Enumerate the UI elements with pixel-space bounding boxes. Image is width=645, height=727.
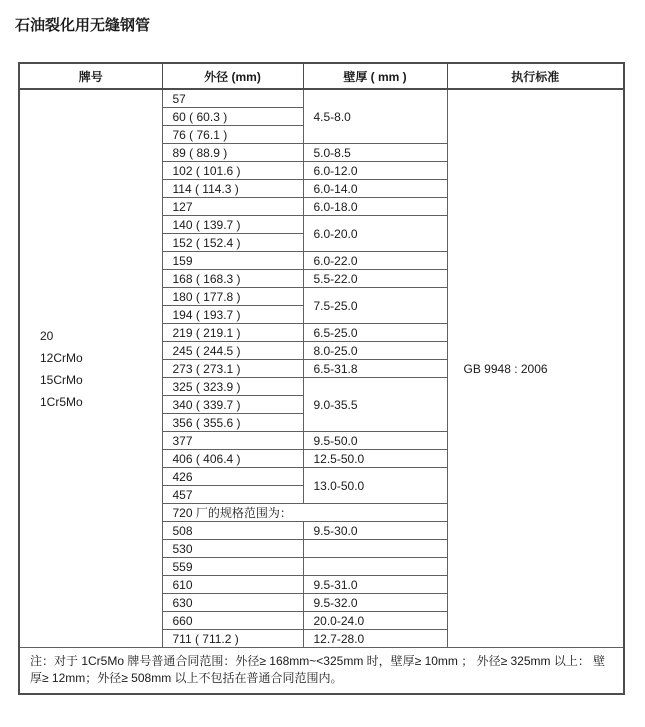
outer-diameter-cell: 89 ( 88.9 ): [162, 144, 303, 162]
outer-diameter-cell: 194 ( 193.7 ): [162, 306, 303, 324]
wall-thickness-cell: 9.5-32.0: [303, 594, 447, 612]
table-row: [19, 89, 624, 108]
outer-diameter-cell: 102 ( 101.6 ): [162, 162, 303, 180]
spec-table: [18, 62, 625, 695]
outer-diameter-cell: 273 ( 273.1 ): [162, 360, 303, 378]
outer-diameter-cell: 325 ( 323.9 ): [162, 378, 303, 396]
outer-diameter-cell: 57: [162, 89, 303, 108]
wall-thickness-cell: 6.5-25.0: [303, 324, 447, 342]
wall-thickness-cell: 6.0-12.0: [303, 162, 447, 180]
grade-line: 1Cr5Mo: [40, 394, 83, 409]
wall-thickness-cell: [303, 540, 447, 558]
outer-diameter-cell: 76 ( 76.1 ): [162, 126, 303, 144]
table-header: [19, 63, 624, 89]
wall-thickness-cell: 6.0-20.0: [303, 216, 447, 252]
wall-thickness-cell: [303, 558, 447, 576]
outer-diameter-cell: 530: [162, 540, 303, 558]
outer-diameter-cell: 711 ( 711.2 ): [162, 630, 303, 648]
grade-line: 15CrMo: [40, 372, 83, 387]
page-title: 石油裂化用无缝钢管: [15, 17, 151, 34]
outer-diameter-cell: 180 ( 177.8 ): [162, 288, 303, 306]
wall-thickness-cell: 6.0-22.0: [303, 252, 447, 270]
wall-thickness-cell: 8.0-25.0: [303, 342, 447, 360]
grade-cell: [19, 89, 162, 648]
note-row: [19, 648, 624, 695]
header-outer-diameter: 外径 (mm): [162, 63, 303, 89]
wall-thickness-cell: 9.5-50.0: [303, 432, 447, 450]
header-wall-thickness: 壁厚 ( mm ): [303, 63, 447, 89]
table-footer: [19, 648, 624, 695]
note-text: 注：对于 1Cr5Mo 牌号普通合同范围：外径≥ 168mm~<325mm 时，壁厚≥ 10mm ； 外径≥ 325mm 以上： 壁厚≥ 12mm；外径≥ 508mm 以上不包括在普通合同范围内。: [19, 648, 624, 695]
outer-diameter-cell: 660: [162, 612, 303, 630]
outer-diameter-cell: 457: [162, 486, 303, 504]
outer-diameter-cell: 610: [162, 576, 303, 594]
wall-thickness-cell: 12.7-28.0: [303, 630, 447, 648]
outer-diameter-cell: 559: [162, 558, 303, 576]
grade-line: 20: [40, 328, 54, 343]
outer-diameter-cell: 219 ( 219.1 ): [162, 324, 303, 342]
outer-diameter-cell: 630: [162, 594, 303, 612]
wall-thickness-cell: 20.0-24.0: [303, 612, 447, 630]
outer-diameter-cell: 114 ( 114.3 ): [162, 180, 303, 198]
wall-thickness-cell: 13.0-50.0: [303, 468, 447, 504]
wall-thickness-cell: 12.5-50.0: [303, 450, 447, 468]
wall-thickness-cell: 6.0-18.0: [303, 198, 447, 216]
table-body: [19, 89, 624, 648]
spec-table-container: [18, 62, 627, 695]
outer-diameter-cell: 356 ( 355.6 ): [162, 414, 303, 432]
outer-diameter-cell: 377: [162, 432, 303, 450]
outer-diameter-cell: 245 ( 244.5 ): [162, 342, 303, 360]
wall-thickness-cell: 6.5-31.8: [303, 360, 447, 378]
wall-thickness-cell: 7.5-25.0: [303, 288, 447, 324]
standard-cell: GB 9948 : 2006: [447, 89, 624, 648]
outer-diameter-cell: 508: [162, 522, 303, 540]
outer-diameter-cell: 168 ( 168.3 ): [162, 270, 303, 288]
header-standard: 执行标准: [447, 63, 624, 89]
header-row: [19, 63, 624, 89]
outer-diameter-cell: 426: [162, 468, 303, 486]
grade-line: 12CrMo: [40, 350, 83, 365]
outer-diameter-cell: 152 ( 152.4 ): [162, 234, 303, 252]
wall-thickness-cell: 6.0-14.0: [303, 180, 447, 198]
outer-diameter-cell: 720 厂的规格范围为：: [162, 504, 447, 522]
outer-diameter-cell: 127: [162, 198, 303, 216]
wall-thickness-cell: 9.0-35.5: [303, 378, 447, 432]
outer-diameter-cell: 140 ( 139.7 ): [162, 216, 303, 234]
wall-thickness-cell: 9.5-30.0: [303, 522, 447, 540]
outer-diameter-cell: 340 ( 339.7 ): [162, 396, 303, 414]
wall-thickness-cell: 5.0-8.5: [303, 144, 447, 162]
outer-diameter-cell: 406 ( 406.4 ): [162, 450, 303, 468]
wall-thickness-cell: 4.5-8.0: [303, 89, 447, 144]
wall-thickness-cell: 9.5-31.0: [303, 576, 447, 594]
wall-thickness-cell: 5.5-22.0: [303, 270, 447, 288]
outer-diameter-cell: 60 ( 60.3 ): [162, 108, 303, 126]
header-grade: 牌号: [19, 63, 162, 89]
outer-diameter-cell: 159: [162, 252, 303, 270]
